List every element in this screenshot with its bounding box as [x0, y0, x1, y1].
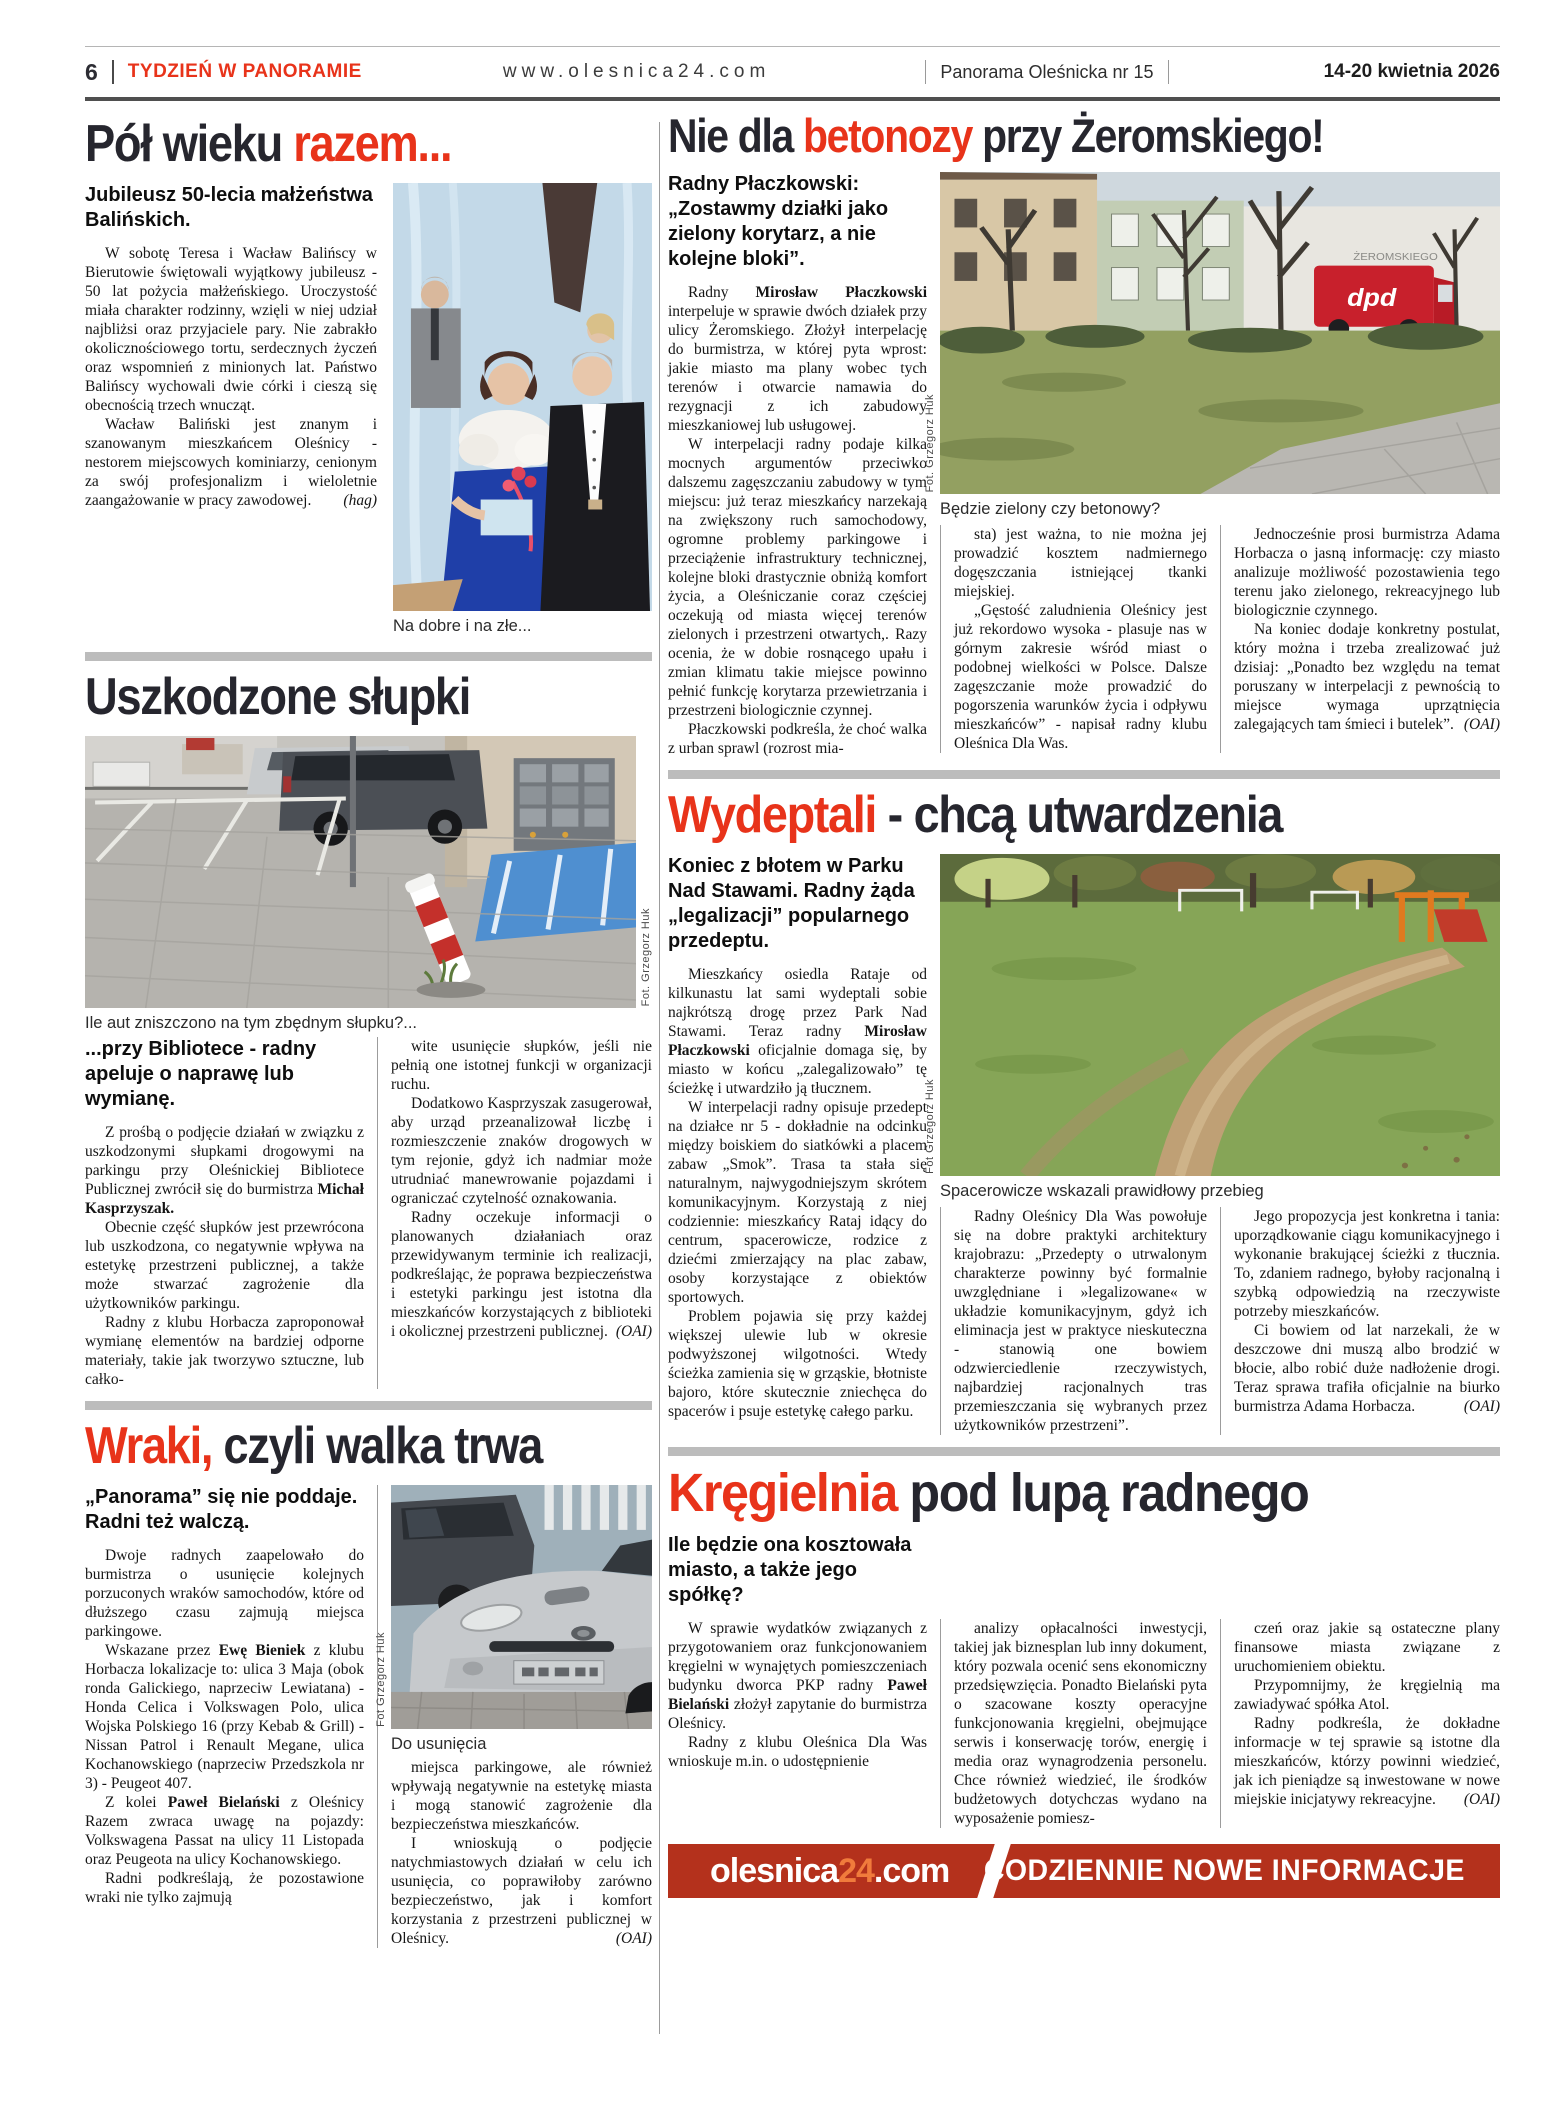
- bollards-photo: [85, 736, 652, 1008]
- article-bowling: [668, 1462, 1500, 1828]
- paragraph: Z kolei Paweł Bielański z Oleśnicy Razem zwraca uwagę na pojazdy: Volkswagena Passat na ulicy 11 Listopada oraz Peugeota na ulicy Kochanowskiego.: [85, 1794, 364, 1869]
- article-bollards: [85, 668, 652, 1389]
- paragraph: W interpelacji radny opisuje przedept na działce nr 5 - dokładnie na odcinku między boiskiem do siatkówki a placem zabaw „Smok”. Trasa ta stała się naturalnym, najwygodniejszym skrótem komunikacyjnym. Korzystają z niej codziennie: mieszkańcy Rataj idący do centrum, spacerowicze, rodzice z dziećmi zmierzający na plac zabaw, osoby korzystające z obiektów sportowych.: [668, 1098, 927, 1306]
- section-divider: [668, 1447, 1500, 1456]
- article-body-col1: [85, 1546, 364, 1907]
- paragraph: Obecnie część słupków jest przewrócona lub uszkodzona, co negatywnie wpływa na estetykę przestrzeni publicznej, a także może stwarzać zagrożenie dla użytkowników parkingu.: [85, 1219, 364, 1313]
- paragraph: Radny podkreśla, że dokładne informacje w tej sprawie są istotne dla mieszkańców, którzy powinni wiedzieć, jak ich pieniądze są inwestowane w nowe miejskie inicjatywy rekreacyjne. (OAI): [1234, 1715, 1500, 1809]
- header-separator: [925, 60, 926, 84]
- paragraph: Radny Oleśnicy Dla Was powołuje się na dobre praktyki architektury krajobrazu: „Przedepty o utrwalonym charakterze powinny być formalnie uwzględniane i »legalizowane« w układzie komunikacyjnym, gdyż ich eliminacja jest w praktyce nieskuteczna - stanowią one bowiem odzwierciedlenie rzeczywistych, najbardziej racjonalnych tras przemieszczania się wybranych przez użytkowników przestrzeni”.: [954, 1207, 1207, 1434]
- paragraph: Wskazane przez Ewę Bieniek z klubu Horbacza lokalizacje to: ulica 3 Maja (obok ronda Galickiego, naprzeciw Lewiatana) - Honda Celica i Volkswagen Polo, ulica Wojska Polskiego 16 (przy Kebab & Grill) - Nissan Patrol i Renault Megane, ulica Kochanowskiego (naprzeciw Przedszkola nr 3) - Peugeot 407.: [85, 1642, 364, 1793]
- article-path: [668, 785, 1500, 1435]
- article-body-col1: [668, 1619, 940, 1828]
- column-divider: [659, 122, 660, 2034]
- article-title: Nie dla betonozy przy Żeromskiego!: [668, 109, 1324, 162]
- article-body-col2: [940, 1619, 1220, 1828]
- article-body-col3: [1220, 1619, 1500, 1828]
- article-body-col2: [940, 1207, 1220, 1435]
- paragraph: Radni podkreślają, że pozostawione wraki nie tylko zajmują: [85, 1870, 364, 1907]
- section-divider: [85, 1401, 652, 1410]
- mailboxes: [514, 758, 615, 851]
- photo-credit: Fot. Grzegorz Huk: [640, 907, 652, 1007]
- article-title: Wraki, czyli walka trwa: [85, 1417, 542, 1476]
- paragraph: Dwoje radnych zaapelowało do burmistrza o usunięcie kolejnych porzuconych wraków samochodów, które od dłuższego czasu zajmują miejsca parkingowe.: [85, 1547, 364, 1641]
- paragraph: wite usunięcie słupków, jeśli nie pełnią one istotnej funkcji w organizacji ruchu.: [391, 1038, 652, 1094]
- park-path-illustration: [940, 854, 1500, 1176]
- green-plots-illustration: [940, 172, 1500, 494]
- paragraph: Radny z klubu Horbacza zaproponował wymianę elementów na bardziej odporne materiały, takie jak tworzywo sztuczne, lub całko-: [85, 1314, 364, 1389]
- article-body-col3: [1220, 1207, 1500, 1435]
- paragraph: Płaczkowski podkreśla, że choć walka z urban sprawl (rozrost mia-: [668, 720, 927, 757]
- article-body-col1: [668, 965, 927, 1421]
- paragraph: W interpelacji radny podaje kilka mocnych argumentów przeciwko dalszemu zagęszczaniu zabudowy w tym miejscu: już teraz mieszkańcy narzekają na zwiększony ruch samochodowy, ogromne problemy parkingowe i przeciążenie infrastruktury technicznej, kolejne bloki drastycznie obniżą komfort życia, a Oleśniczanie coraz częściej oczekują od miasta więcej terenów zielonych i przestrzeni otwartych,. Razy ocenia, że w dobie rosnącego upału i zmian klimatu takie miejsce powinno pełnić funkcję korytarza przewietrzania i przestrzeni biologicznie czynnej.: [668, 435, 927, 719]
- paragraph: miejsca parkingowe, ale również wpływają negatywnie na estetykę miasta i mogą stanowić zagrożenie dla bezpieczeństwa mieszkańców.: [391, 1759, 652, 1834]
- wedding-couple-illustration: [393, 183, 652, 611]
- article-body-col1: [668, 283, 927, 758]
- footer-banner: [668, 1844, 1500, 1898]
- paragraph: Jednocześnie prosi burmistrza Adama Horbacza o jasną informację: czy miasto analizuje możliwość pozostawienia tego terenu jako zielonego, rekreacyjnego lub biologicznie czynnego.: [1234, 525, 1500, 619]
- article-lead: Jubileusz 50-lecia małżeństwa Balińskich.: [85, 184, 373, 232]
- parking-lot-illustration: [85, 736, 636, 1008]
- article-wrecks: [85, 1417, 652, 1948]
- paragraph: Z prośbą o podjęcie działań w związku z uszkodzonymi słupkami drogowymi na parkingu przy Oleśnickiej Bibliotece Publicznej zwrócił się do burmistrza Michał Kasprzyszak.: [85, 1124, 364, 1218]
- anniversary-photo: [393, 183, 652, 611]
- footer-slogan: CODZIENNIE NOWE INFORMACJE: [984, 1854, 1466, 1888]
- photo-credit: Fot Grzegorz Huk: [375, 1632, 387, 1728]
- article-body-col2: [377, 1037, 652, 1389]
- article-title: Pół wieku razem...: [85, 115, 452, 173]
- betonoza-photo: [924, 172, 1500, 494]
- paragraph: sta) jest ważna, to nie można jej prowadzić kosztem nadmiernego dogęszczania istniejącej tkanki miejskiej.: [954, 525, 1207, 600]
- paragraph: Radny z klubu Oleśnica Dla Was wnioskuje m.in. o udostępnienie: [668, 1734, 927, 1771]
- wrecks-photo: [375, 1485, 652, 1729]
- issue-label: Panorama Oleśnicka nr 15: [940, 61, 1154, 82]
- left-column-block: [85, 115, 652, 1948]
- photo-credit: Fot Grzegorz Huk: [924, 1079, 936, 1174]
- paragraph: analizy opłacalności inwestycji, takiej jak biznesplan lub inny dokument, który pozwala ocenić sens ekonomiczny przedsięwzięcia. Ponadto Bielański pyta o szacowane koszty operacyjne funkcjonowania kręgielni, obejmujące serwis i konserwację torów, energię i media oraz wynagrodzenia personelu. Chce również wiedzieć, ile środków budżetowych dotychczas wydano na wyposażenie pomiesz-: [954, 1620, 1207, 1828]
- article-title: Kręgielnia pod lupą radnego: [668, 1462, 1309, 1523]
- paragraph: Jego propozycja jest konkretna i tania: uporządkowanie ciągu komunikacyjnego i wykonanie brakującej ścieżki z tłucznia. To, zdaniem radnego, byłoby racjonalną i szybką odpowiedzią na rzeczywiste potrzeby mieszkańców.: [1234, 1207, 1500, 1320]
- article-title: Uszkodzone słupki: [85, 668, 471, 727]
- paragraph: Radny oczekuje informacji o planowanych działaniach oraz przewidywanym terminie ich realizacji, podkreślając, że poprawa bezpieczeństwa i estetyki parkingu jest istotna dla mieszkańców korzystających z biblioteki i okolicznej przestrzeni publicznej. (OAI): [391, 1209, 652, 1341]
- header-rule-bottom: [85, 97, 1500, 101]
- article-anniversary: [85, 115, 652, 640]
- paragraph: Przypomnijmy, że kręgielnią ma zawiadywać spółka Atol.: [1234, 1677, 1500, 1714]
- paragraph: Ci bowiem od lat narzekali, że w deszczowe dni muszą albo brodzić w błocie, albo robić duże nadłożenie drogi. Teraz sprawa trafiła oficjalnie na biurko burmistrza Adama Horbacza. (OAI): [1234, 1321, 1500, 1415]
- paragraph: „Gęstość zaludnienia Oleśnicy jest już rekordowo wysoka - plasuje nas w górnym zakresie wśród miast o podobnej wielkości w Polsce. Dalsze zagęszczanie może prowadzić do pogorszenia warunków życia i odpływu mieszkańców” - napisał radny klubu Oleśnica Dla Was.: [954, 601, 1207, 752]
- street-sign-text: ŻEROMSKIEGO: [1353, 251, 1438, 263]
- issue-date: 14-20 kwietnia 2026: [1323, 61, 1500, 82]
- article-lead: Ile będzie ona kosztowała miasto, a także jego spółkę?: [668, 1534, 912, 1607]
- article-title: Wydeptali - chcą utwardzenia: [668, 785, 1283, 844]
- article-lead: „Panorama” się nie poddaje. Radni też walczą.: [85, 1486, 358, 1534]
- paragraph: czeń oraz jakie są ostateczne plany finansowe miasta związane z uruchomieniem obiektu.: [1234, 1620, 1500, 1676]
- paragraph: Mieszkańcy osiedla Rataje od kilkunastu lat sami wydeptali sobie najkrótszą drogę przez Park Nad Stawami. Teraz radny Mirosław Płaczkowski oficjalnie domaga się, by miasto w końcu „zalegalizowało” tę ścieżkę i utwardziło ją tłucznem.: [668, 965, 927, 1097]
- paragraph: Wacław Baliński jest znanym i szanowanym mieszkańcem Oleśnicy - nestorem miejscowych kominiarzy, cenionym za swój profesjonalizm i wieloletnie zaangażowanie w pracy zawodowej. (hag): [85, 416, 377, 510]
- article-lead: Koniec z błotem w Parku Nad Stawami. Radny żąda „legalizacji” popularnego przedeptu.: [668, 854, 915, 952]
- photo-caption: Będzie zielony czy betonowy?: [940, 499, 1161, 518]
- abandoned-car-illustration: [391, 1485, 652, 1729]
- paragraph: Na koniec dodaje konkretny postulat, który można i trzeba zrealizować już dzisiaj: „Ponadto bez względu na temat poruszany w interpelacji z pewnością to miejsce wymaga uprzątnięcia zalegających tam śmieci i butelek”. (OAI): [1234, 620, 1500, 733]
- photo-caption: Spacerowicze wskazali prawidłowy przebieg: [940, 1181, 1264, 1200]
- dpd-logo: dpd: [1347, 284, 1397, 312]
- paragraph: Radny Mirosław Płaczkowski interpeluje w sprawie dwóch działek przy ulicy Żeromskiego. Złożył interpelację do burmistrza, w której pyta wprost: jakie miasto ma plany wobec tych terenów i otwarcie namawia do rezygnacji z ich zabudowy mieszkaniowej lub usługowej.: [668, 283, 927, 434]
- article-body: [85, 244, 377, 510]
- article-body-col3: [1220, 525, 1500, 753]
- article-body-col1: [85, 1123, 364, 1389]
- right-column-block: [668, 109, 1500, 1898]
- section-divider: [85, 652, 652, 661]
- article-body-col2: [391, 1758, 652, 1948]
- page-header: [85, 46, 1500, 101]
- photo-caption: Do usunięcia: [391, 1735, 487, 1754]
- footer-logo: olesnica24.com: [710, 1851, 950, 1890]
- header-separator: [112, 60, 114, 84]
- section-divider: [668, 770, 1500, 779]
- paragraph: Problem pojawia się przy każdej większej ulewie lub w okresie podwyższonej wilgotności. Wtedy ścieżka zamienia się w grząskie, błotniste bajoro, które skutecznie zniechęca do spacerów i psuje estetykę całego parku.: [668, 1307, 927, 1420]
- article-betonoza: [668, 109, 1500, 758]
- path-photo: [924, 854, 1500, 1176]
- paragraph: W sprawie wydatków związanych z przygotowaniem oraz funkcjonowaniem kręgielni w wynajętych pomieszczeniach budynku dworca PKP radny Paweł Bielański złożył zapytanie do burmistrza Oleśnicy.: [668, 1620, 927, 1733]
- page-number: 6: [85, 58, 98, 85]
- photo-caption: Ile aut zniszczono na tym zbędnym słupku?...: [85, 1014, 417, 1033]
- article-body-col2: [940, 525, 1220, 753]
- section-label: TYDZIEŃ W PANORAMIE: [127, 61, 362, 82]
- paragraph: I wnioskują o podjęcie natychmiastowych działań w celu ich usunięcia, co poprawiłoby zarówno bezpieczeństwo, jak i komfort korzystania z przestrzeni publicznej w Oleśnicy. (OAI): [391, 1835, 652, 1948]
- photo-credit: Fot. Grzegorz Huk: [924, 393, 936, 492]
- photo-caption: Na dobre i na złe...: [393, 617, 532, 636]
- article-lead: Radny Płaczkowski: „Zostawmy działki jako zielony korytarz, a nie kolejne bloki”.: [668, 172, 889, 270]
- header-separator: [1168, 60, 1169, 84]
- paragraph: W sobotę Teresa i Wacław Balińscy w Bierutowie świętowali wyjątkowy jubileusz - 50 lat pożycia małżeńskiego. Uroczystość miała charakter rodzinny, wzięli w niej udział najbliżsi oraz przyjaciele pary. Nie zabrakło okolicznościowego tortu, serdecznych życzeń oraz wspomnień z minionych lat. Państwo Balińscy wychowali dwie córki i cieszą się obecnością trzech wnucząt.: [85, 245, 377, 415]
- article-lead: ...przy Bibliotece - radny apeluje o naprawę lub wymianę.: [85, 1038, 317, 1111]
- disabled-parking-bay: [475, 843, 636, 942]
- paragraph: Dodatkowo Kasprzyszak zasugerował, aby urząd przeanalizował liczbę i rozmieszczenie znaków drogowych w tym rejonie, gdyż ich nadmiar może utrudniać manewrowanie pojazdami i ograniczać czytelność oznakowania.: [391, 1095, 652, 1208]
- website-url: www.olesnica24.com: [502, 61, 771, 82]
